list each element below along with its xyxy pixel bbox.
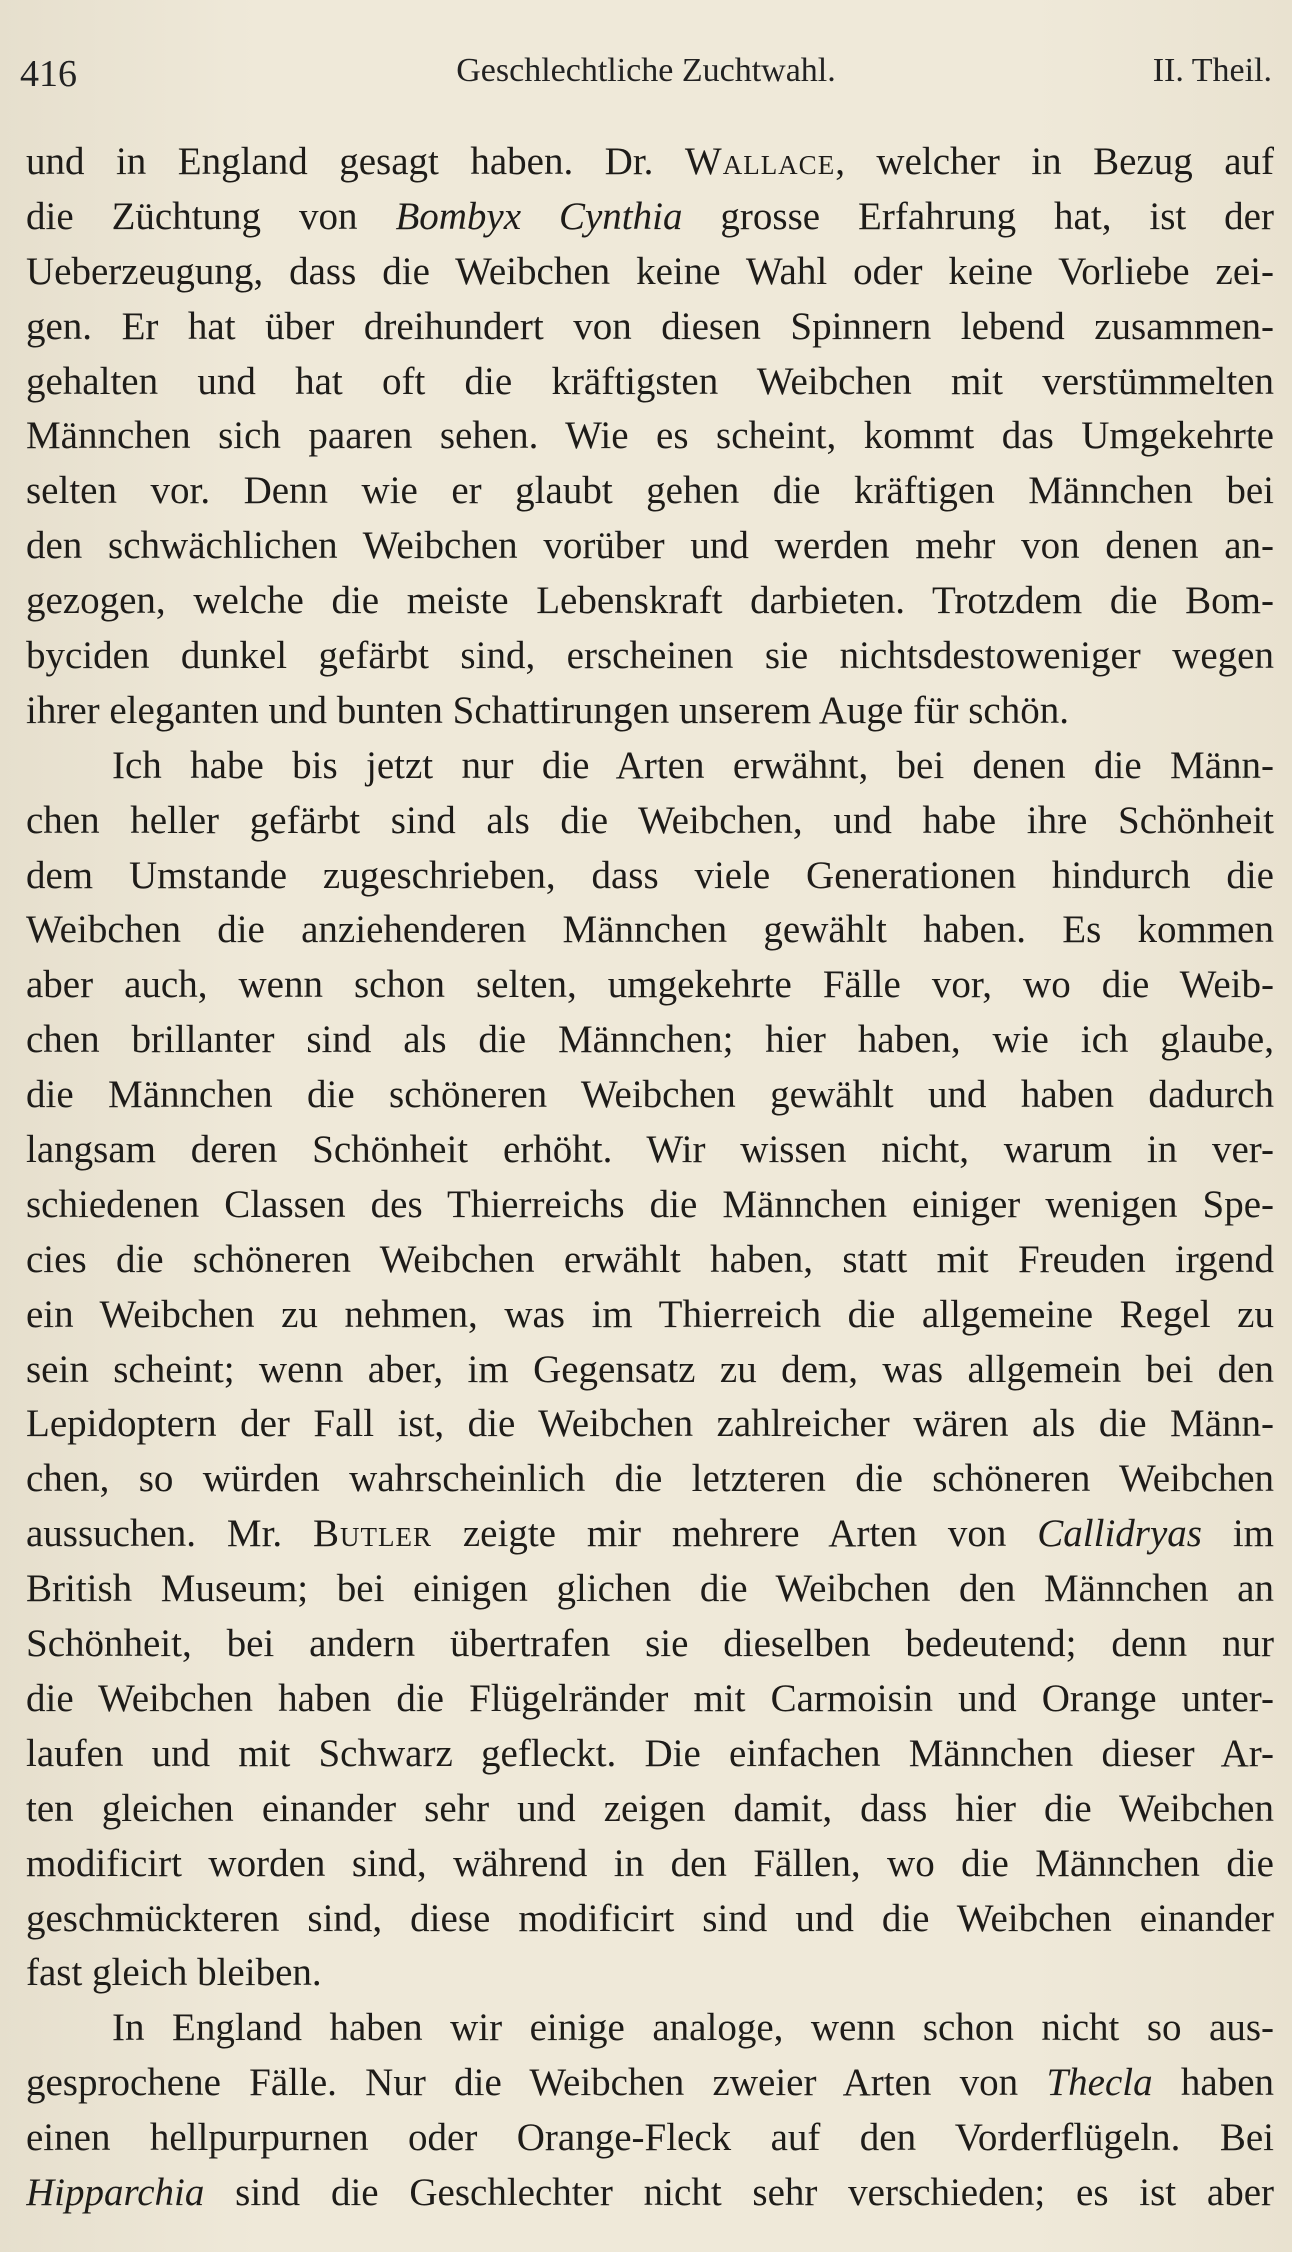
text-line <box>26 1946 1274 2001</box>
text-line <box>26 1782 1274 1837</box>
text-line <box>26 2166 1274 2221</box>
text-line <box>26 1123 1274 1178</box>
text-line <box>26 464 1274 519</box>
text-line <box>26 2111 1274 2166</box>
text-line <box>26 1727 1274 1782</box>
text-segment: zeigte mir mehrere Arten von <box>432 1512 1038 1556</box>
text-segment: cies die schöneren Weibchen erwählt haben, statt mit Freuden irgend <box>26 1237 1274 1281</box>
text-line <box>26 2056 1274 2111</box>
text-line <box>26 2001 1274 2056</box>
text-segment: einen hellpurpurnen oder Orange-Fleck auf den Vorderflügeln. Bei <box>26 2116 1274 2160</box>
text-segment: aussuchen. Mr. <box>26 1512 314 1556</box>
text-line <box>26 1288 1274 1343</box>
text-segment: gehalten und hat oft die kräftigsten Weibchen mit verstümmelten <box>26 359 1274 403</box>
text-segment: dem Umstande zugeschrieben, dass viele Generationen hindurch die <box>26 853 1274 897</box>
text-segment: byciden dunkel gefärbt sind, erscheinen sie nichtsdestoweniger wegen <box>26 634 1274 678</box>
text-line <box>26 1397 1274 1452</box>
text-line <box>26 135 1274 190</box>
text-segment: ten gleichen einander sehr und zeigen damit, dass hier die Weibchen <box>26 1786 1274 1830</box>
text-segment: laufen und mit Schwarz gefleckt. Die einfachen Männchen dieser Ar- <box>26 1731 1274 1775</box>
part-label: II. Theil. <box>1152 52 1272 89</box>
text-line <box>26 903 1274 958</box>
text-line <box>26 1233 1274 1288</box>
text-line <box>26 1013 1274 1068</box>
text-segment: und in England gesagt haben. Dr. <box>26 140 685 183</box>
text-line <box>26 739 1274 794</box>
text-line <box>26 245 1274 300</box>
text-segment: ihrer eleganten und bunten Schattirungen unserem Auge für schön. <box>26 688 1069 732</box>
text-line <box>26 1617 1274 1672</box>
text-segment: haben <box>1152 2061 1274 2105</box>
text-segment: chen brillanter sind als die Männchen; hier haben, wie ich glaube, <box>26 1018 1274 1062</box>
text-segment: Ich habe bis jetzt nur die Arten erwähnt, bei denen die Männ- <box>112 743 1274 787</box>
text-segment: den schwächlichen Weibchen vorüber und werden mehr von denen an- <box>26 524 1274 568</box>
text-line <box>26 190 1274 245</box>
text-line <box>26 1178 1274 1233</box>
text-segment: modificirt worden sind, während in den Fällen, wo die Männchen die <box>26 1841 1274 1885</box>
text-segment: selten vor. Denn wie er glaubt gehen die kräftigen Männchen bei <box>26 469 1274 513</box>
running-title: Geschlechtliche Zuchtwahl. <box>456 52 836 89</box>
text-segment: langsam deren Schönheit erhöht. Wir wissen nicht, warum in ver- <box>26 1128 1274 1172</box>
text-segment: gesprochene Fälle. Nur die Weibchen zweier Arten von <box>26 2061 1047 2105</box>
text-line <box>26 519 1274 574</box>
italic-term: Hipparchia <box>26 2170 205 2214</box>
text-segment: geschmückteren sind, diese modificirt sind und die Weibchen einander <box>26 1896 1274 1940</box>
text-line <box>26 794 1274 849</box>
text-segment: ein Weibchen zu nehmen, was im Thierreich die allgemeine Regel zu <box>26 1292 1274 1336</box>
text-segment: British Museum; bei einigen glichen die Weibchen den Männchen an <box>26 1567 1274 1611</box>
text-segment: Ueberzeugung, dass die Weibchen keine Wahl oder keine Vorliebe zei- <box>26 249 1274 293</box>
text-line <box>26 1837 1274 1892</box>
italic-term: Bombyx Cynthia <box>395 194 683 238</box>
author-name: Butler <box>313 1512 433 1556</box>
text-segment: grosse Erfahrung hat, ist der <box>682 194 1274 238</box>
text-segment: im <box>1201 1512 1274 1556</box>
italic-term: Thecla <box>1046 2061 1153 2105</box>
text-segment: Schönheit, bei andern übertrafen sie dieselben bedeutend; denn nur <box>26 1622 1274 1666</box>
text-segment: In England haben wir einige analoge, wenn schon nicht so aus- <box>112 2006 1274 2050</box>
text-segment: gen. Er hat über dreihundert von diesen Spinnern lebend zusammen- <box>26 304 1274 348</box>
author-name: Wallace <box>684 140 836 183</box>
text-segment: die Züchtung von <box>26 194 396 238</box>
text-segment: sind die Geschlechter nicht sehr verschieden; es ist aber <box>204 2170 1274 2214</box>
text-line <box>26 409 1274 464</box>
text-line <box>26 1452 1274 1507</box>
text-segment: Weibchen die anziehenderen Männchen gewählt haben. Es kommen <box>26 908 1274 952</box>
text-segment: fast gleich bleiben. <box>26 1951 322 1995</box>
text-line <box>26 958 1274 1013</box>
body-text <box>26 135 1274 2221</box>
text-segment: chen, so würden wahrscheinlich die letzteren die schöneren Weibchen <box>26 1457 1274 1501</box>
italic-term: Callidryas <box>1037 1512 1202 1556</box>
text-line <box>26 1672 1274 1727</box>
text-segment: Lepidoptern der Fall ist, die Weibchen zahlreicher wären als die Männ- <box>26 1402 1274 1446</box>
text-line <box>26 1892 1274 1947</box>
text-line <box>26 574 1274 629</box>
text-segment: aber auch, wenn schon selten, umgekehrte Fälle vor, wo die Weib- <box>26 963 1274 1007</box>
text-segment: die Weibchen haben die Flügelränder mit Carmoisin und Orange unter- <box>26 1676 1274 1720</box>
text-segment: , welcher in Bezug auf <box>835 140 1274 183</box>
text-line <box>26 1343 1274 1398</box>
text-segment: gezogen, welche die meiste Lebenskraft darbieten. Trotzdem die Bom- <box>26 579 1274 623</box>
text-line <box>26 1562 1274 1617</box>
text-segment: die Männchen die schöneren Weibchen gewählt und haben dadurch <box>26 1073 1274 1117</box>
text-segment: chen heller gefärbt sind als die Weibchen, und habe ihre Schönheit <box>26 798 1274 842</box>
page-header <box>20 52 1272 102</box>
text-line <box>26 1068 1274 1123</box>
text-line <box>26 300 1274 355</box>
page-number: 416 <box>20 53 77 95</box>
text-line <box>26 355 1274 410</box>
text-line <box>26 1507 1274 1562</box>
text-line <box>26 849 1274 904</box>
text-segment: schiedenen Classen des Thierreichs die Männchen einiger wenigen Spe- <box>26 1182 1274 1226</box>
text-line <box>26 629 1274 684</box>
text-segment: Männchen sich paaren sehen. Wie es scheint, kommt das Umgekehrte <box>26 414 1274 458</box>
text-segment: sein scheint; wenn aber, im Gegensatz zu dem, was allgemein bei den <box>26 1347 1274 1391</box>
text-line <box>26 684 1274 739</box>
